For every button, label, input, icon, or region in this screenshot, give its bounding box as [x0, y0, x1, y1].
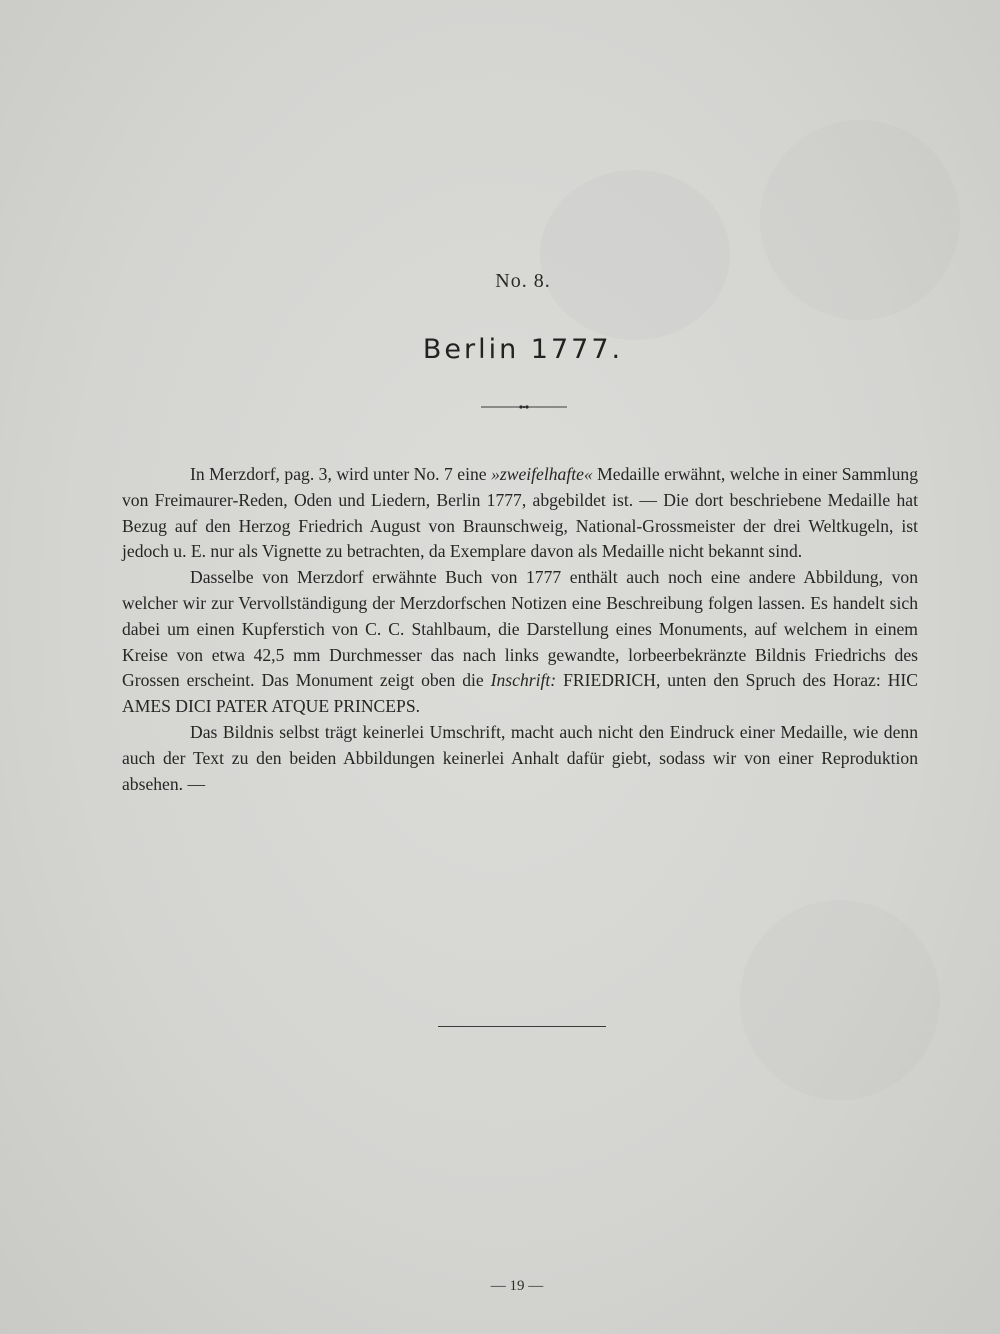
emphasized-text: Inschrift: — [490, 670, 557, 691]
body-text — [122, 462, 918, 797]
paragraph — [122, 565, 918, 720]
paragraph — [122, 462, 918, 565]
paragraph-text: Medaille erwähnt, welche in einer Sammlung von Freimaurer-Reden, Oden und Liedern, Berlin 1777, abgebildet ist. — Die dort beschriebene Medaille hat Bezug auf den Herzog Friedrich August von Braunschweig, National-Grossmeister der drei Weltkugeln, ist jedoch u. E. nur als Vignette zu betrachten, da Exemplare davon als Medaille nicht bekannt sind. — [122, 464, 918, 562]
paragraph-text: FRIEDRICH, unten den Spruch des Horaz: HIC AMES DICI PATER ATQUE PRINCEPS. — [122, 670, 918, 717]
bleed-through-mark — [540, 170, 730, 340]
closing-rule — [438, 1026, 606, 1027]
emphasized-text: »zweifelhafte« — [491, 464, 593, 484]
ornament-divider — [481, 401, 567, 413]
paragraph-text: In Merzdorf, pag. 3, wird unter No. 7 eine — [190, 464, 492, 484]
page-number: — 19 — — [490, 1278, 544, 1294]
section-title: Berlin 1777. — [422, 334, 624, 365]
bleed-through-mark — [740, 900, 940, 1100]
paragraph — [122, 720, 918, 797]
paragraph-text: Das Bildnis selbst trägt keinerlei Umschrift, macht auch nicht den Eindruck einer Medaille, wie denn auch der Text zu den beiden Abbildungen keinerlei Anhalt dafür giebt, sodass wir von einer Reproduktion absehen. — — [122, 721, 918, 794]
section-number: No. 8. — [495, 270, 551, 292]
paragraph-text: Dasselbe von Merzdorf erwähnte Buch von 1777 enthält auch noch eine andere Abbildung, von welcher wir zur Vervollständigung der Merzdorfschen Notizen eine Beschreibung folgen lassen. Es handelt sich dabei um einen Kupferstich von C. C. Stahlbaum, die Darstellung eines Monuments, auf welchem in einem Kreise von etwa 42,5 mm Durchmesser das nach links gewandte, lorbeerbekränzte Bildnis Friedrichs des Grossen erscheint. Das Monument zeigt oben die — [122, 567, 918, 691]
